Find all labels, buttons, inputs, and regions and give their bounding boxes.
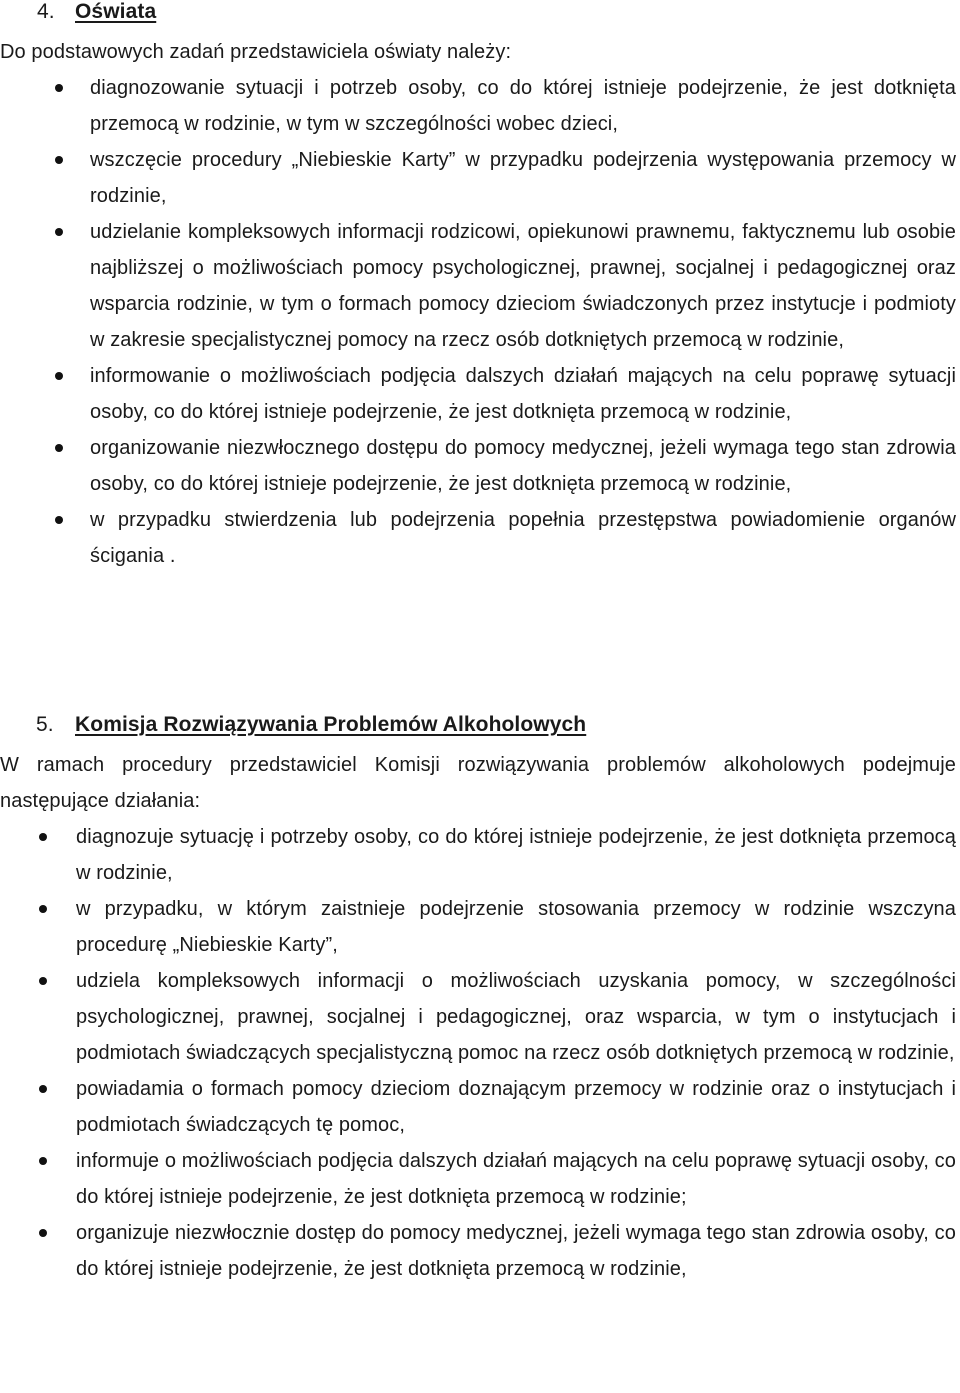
list-item <box>0 963 960 1071</box>
list-item-text: organizowanie niezwłocznego dostępu do pomocy medycznej, jeżeli wymaga tego stan zdrowia osoby, co do której istnieje podejrzenie, że jest dotknięta przemocą w rodzinie, <box>90 437 956 495</box>
list-item-text: w przypadku, w którym zaistnieje podejrzenie stosowania przemocy w rodzinie wszczyna procedurę „Niebieskie Karty”, <box>76 898 956 956</box>
list-item-text: informuje o możliwościach podjęcia dalszych działań mających na celu poprawę sytuacji osoby, co do której istnieje podejrzenie, że jest dotknięta przemocą w rodzinie; <box>76 1150 956 1208</box>
bullet-icon <box>55 444 63 452</box>
bullet-icon <box>55 228 63 236</box>
list-item-text: udzielanie kompleksowych informacji rodzicowi, opiekunowi prawnemu, faktycznemu lub osobie najbliższej o możliwościach pomocy psychologicznej, prawnej, socjalnej i pedagogicznej oraz wsparcia rodzinie, w tym o formach pomocy dzieciom świadczonych przez instytucje i podmioty w zakresie specjalistycznej pomocy na rzecz osób dotkniętych przemocą w rodzinie, <box>90 221 956 351</box>
list-item <box>0 502 960 574</box>
bullet-icon <box>39 833 47 841</box>
bullet-list <box>0 819 960 1287</box>
list-item-text: w przypadku stwierdzenia lub podejrzenia popełnia przestępstwa powiadomienie organów ścigania . <box>90 509 956 567</box>
list-item <box>0 430 960 502</box>
list-item-text: organizuje niezwłocznie dostęp do pomocy medycznej, jeżeli wymaga tego stan zdrowia osoby, co do której istnieje podejrzenie, że jest dotknięta przemocą w rodzinie, <box>76 1222 956 1280</box>
bullet-icon <box>39 1229 47 1237</box>
list-item-text: powiadamia o formach pomocy dzieciom doznającym przemocy w rodzinie oraz o instytucjach i podmiotach świadczących tę pomoc, <box>76 1078 956 1136</box>
section-number: 4. <box>37 0 55 23</box>
list-item-text: udziela kompleksowych informacji o możliwościach uzyskania pomocy, w szczególności psychologicznej, prawnej, socjalnej i pedagogicznej, oraz wsparcia, w tym o instytucjach i podmiotach świadczących specjalistyczną pomoc na rzecz osób dotkniętych przemocą w rodzinie, <box>76 970 956 1064</box>
list-item-text: wszczęcie procedury „Niebieskie Karty” w przypadku podejrzenia występowania przemocy w rodzinie, <box>90 149 956 207</box>
bullet-icon <box>39 905 47 913</box>
list-item <box>0 1143 960 1215</box>
section-oswiata <box>0 0 960 574</box>
bullet-icon <box>55 516 63 524</box>
section-heading <box>0 711 960 747</box>
list-item <box>0 358 960 430</box>
section-heading <box>0 0 960 34</box>
bullet-icon <box>55 372 63 380</box>
list-item <box>0 891 960 963</box>
list-item <box>0 70 960 142</box>
list-item-text: informowanie o możliwościach podjęcia dalszych działań mających na celu poprawę sytuacji osoby, co do której istnieje podejrzenie, że jest dotknięta przemocą w rodzinie, <box>90 365 956 423</box>
section-title: Oświata <box>75 0 157 23</box>
list-item-text: diagnozowanie sytuacji i potrzeb osoby, co do której istnieje podejrzenie, że jest dotknięta przemocą w rodzinie, w tym w szczególności wobec dzieci, <box>90 77 956 135</box>
section-title: Komisja Rozwiązywania Problemów Alkoholowych <box>75 713 587 736</box>
bullet-list <box>0 70 960 574</box>
list-item-text: diagnozuje sytuację i potrzeby osoby, co do której istnieje podejrzenie, że jest dotknięta przemocą w rodzinie, <box>76 826 956 884</box>
list-item <box>0 819 960 891</box>
bullet-icon <box>55 84 63 92</box>
list-item <box>0 1071 960 1143</box>
list-item <box>0 214 960 358</box>
list-item <box>0 142 960 214</box>
section-number: 5. <box>36 713 54 736</box>
bullet-icon <box>39 1085 47 1093</box>
bullet-icon <box>55 156 63 164</box>
section-komisja <box>0 711 960 1287</box>
section-intro: W ramach procedury przedstawiciel Komisji rozwiązywania problemów alkoholowych podejmuje następujące działania: <box>0 754 956 812</box>
bullet-icon <box>39 1157 47 1165</box>
section-intro: Do podstawowych zadań przedstawiciela oświaty należy: <box>0 41 512 63</box>
list-item <box>0 1215 960 1287</box>
bullet-icon <box>39 977 47 985</box>
